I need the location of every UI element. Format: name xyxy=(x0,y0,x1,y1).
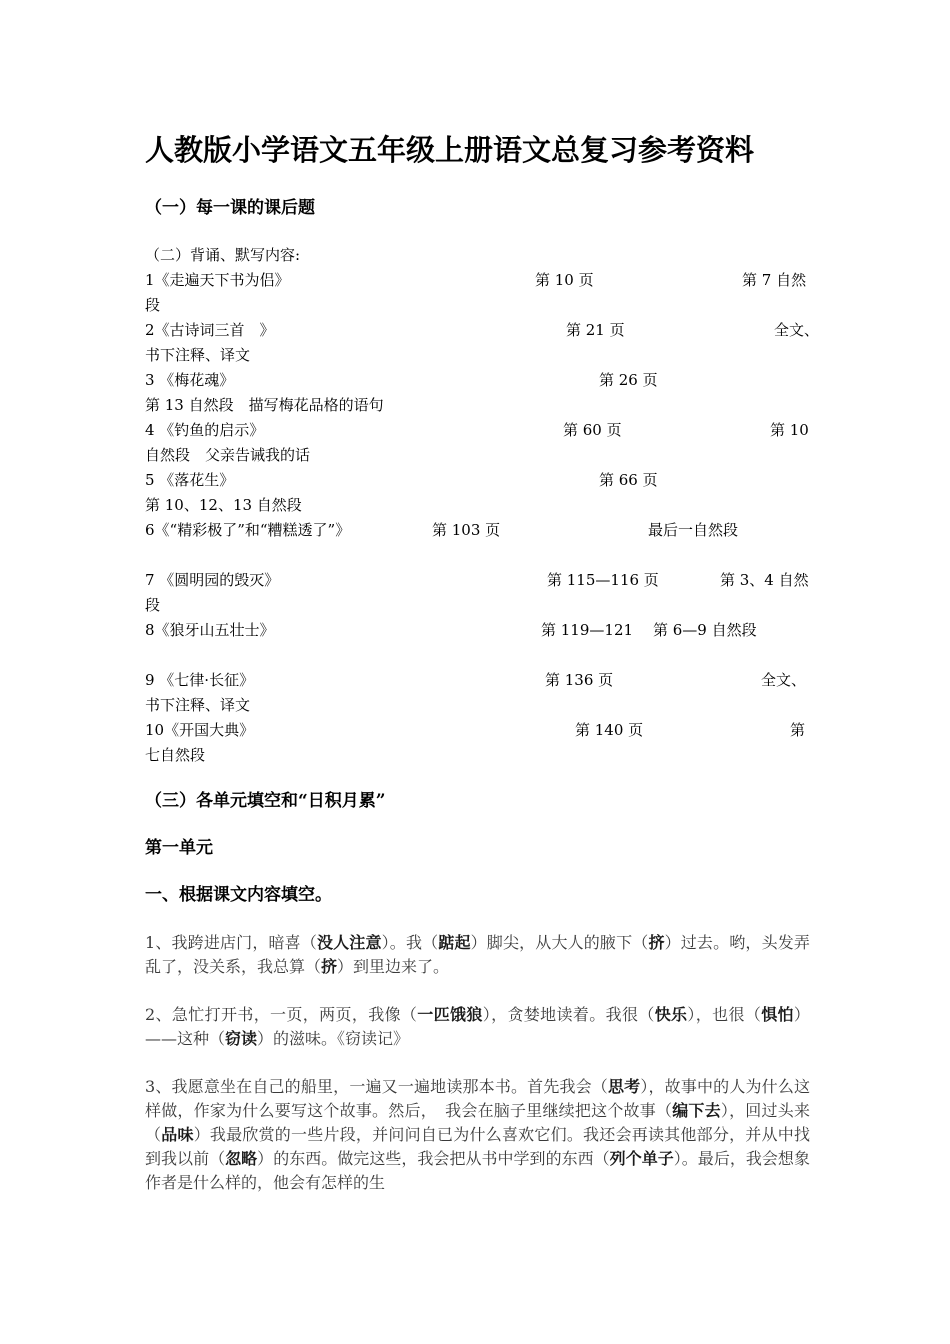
paragraph-text: ）脚尖，从大人的腋下（ xyxy=(470,933,649,952)
recitation-scope-cont: 自然段 父亲告诫我的话 xyxy=(145,446,311,464)
recitation-name: 3 《梅花魂》 xyxy=(145,371,235,389)
answer-text: 快乐 xyxy=(654,1005,688,1024)
paragraph-text: ）。最后，我会想象作者是什么样的，他会有怎样的生 xyxy=(145,1149,810,1192)
recitation-page: 第 115—116 页 xyxy=(547,571,659,589)
recitation-scope-cont: 段 xyxy=(145,296,161,314)
recitation-page: 第 119—121 xyxy=(541,621,634,639)
recitation-scope-cont: 七自然段 xyxy=(145,746,206,764)
paragraph-text: ）——这种（ xyxy=(145,1005,810,1048)
answer-text: 挤 xyxy=(648,933,665,952)
recitation-page: 第 60 页 xyxy=(563,421,622,439)
recitation-item xyxy=(0,518,950,568)
answer-text: 踮起 xyxy=(438,933,471,952)
recitation-name: 1《走遍天下书为侣》 xyxy=(145,271,290,289)
answer-text: 忽略 xyxy=(225,1149,258,1168)
recitation-scope: 全文、 xyxy=(774,321,820,339)
section-heading-2: （二）背诵、默写内容: xyxy=(145,246,301,264)
document-title: 人教版小学语文五年级上册语文总复习参考资料 xyxy=(145,133,755,167)
answer-text: 挤 xyxy=(321,957,338,976)
recitation-name: 10《开国大典》 xyxy=(145,721,255,739)
recitation-page: 第 140 页 xyxy=(575,721,644,739)
paragraph-text: ），故事中的人为什么这样做，作家为什么要写这个故事。然后， 我会在脑子里继续把这个故事（ xyxy=(145,1077,810,1120)
recitation-item xyxy=(0,418,950,468)
answer-text: 惧怕 xyxy=(761,1005,794,1024)
recitation-scope-cont: 书下注释、译文 xyxy=(145,696,251,714)
paragraph-text: ），回过头来（ xyxy=(145,1101,810,1144)
recitation-scope: 最后一自然段 xyxy=(648,521,739,539)
answer-text: 品味 xyxy=(161,1125,194,1144)
paragraph-text: ）过去。哟，头发弄乱了，没关系，我总算（ xyxy=(145,933,810,976)
recitation-page: 第 66 页 xyxy=(599,471,658,489)
recitation-scope: 第 6—9 自然段 xyxy=(653,621,757,639)
recitation-name: 7 《圆明园的毁灭》 xyxy=(145,571,280,589)
recitation-item xyxy=(0,718,950,768)
paragraph-text: ），也很（ xyxy=(687,1005,762,1024)
paragraph-text: 3、我愿意坐在自己的船里，一遍又一遍地读那本书。首先我会（ xyxy=(145,1077,608,1096)
recitation-scope: 第 3、4 自然 xyxy=(720,571,809,589)
recitation-scope-cont: 第 10、12、13 自然段 xyxy=(145,496,302,514)
recitation-name: 6《“精彩极了”和“糟糕透了”》 xyxy=(145,521,351,539)
answer-text: 列个单子 xyxy=(609,1149,674,1168)
answer-text: 思考 xyxy=(607,1077,641,1096)
recitation-page: 第 103 页 xyxy=(432,521,501,539)
paragraph-text: ）我最欣赏的一些片段，并问问自已为什么喜欢它们。我还会再读其他部分，并从中找到我以前（ xyxy=(145,1125,810,1168)
answer-text: 一匹饿狼 xyxy=(417,1005,483,1024)
recitation-item xyxy=(0,468,950,518)
recitation-scope: 第 xyxy=(790,721,806,739)
recitation-scope-cont: 段 xyxy=(145,596,161,614)
recitation-scope: 第 7 自然 xyxy=(742,271,807,289)
recitation-item xyxy=(0,568,950,618)
recitation-item xyxy=(0,618,950,668)
recitation-name: 2《古诗词三首 》 xyxy=(145,321,275,339)
answer-text: 窃读 xyxy=(225,1029,258,1048)
recitation-name: 5 《落花生》 xyxy=(145,471,235,489)
recitation-page: 第 10 页 xyxy=(535,271,594,289)
subsection-heading: 一、根据课文内容填空。 xyxy=(145,885,332,905)
paragraph-text: ）到里边来了。 xyxy=(337,957,450,976)
answer-text: 编下去 xyxy=(672,1101,721,1120)
paragraph-text: ）的东西。做完这些，我会把从书中学到的东西（ xyxy=(257,1149,610,1168)
recitation-item xyxy=(0,318,950,368)
fill-blank-paragraph-2 xyxy=(145,1003,810,1051)
recitation-scope-cont: 书下注释、译文 xyxy=(145,346,251,364)
recitation-scope: 全文、 xyxy=(761,671,807,689)
unit-heading: 第一单元 xyxy=(145,838,213,858)
recitation-item xyxy=(0,668,950,718)
section-heading-1: （一）每一课的课后题 xyxy=(145,198,315,218)
recitation-page: 第 21 页 xyxy=(566,321,625,339)
recitation-scope-cont: 第 13 自然段 描写梅花品格的语句 xyxy=(145,396,384,414)
fill-blank-paragraph-1 xyxy=(145,931,810,979)
recitation-name: 8《狼牙山五壮士》 xyxy=(145,621,275,639)
answer-text: 没人注意 xyxy=(316,933,382,952)
fill-blank-paragraph-3 xyxy=(145,1075,810,1195)
recitation-name: 4 《钓鱼的启示》 xyxy=(145,421,265,439)
paragraph-text: ），贪婪地读着。我很（ xyxy=(482,1005,655,1024)
recitation-name: 9 《七律·长征》 xyxy=(145,671,255,689)
section-heading-3: （三）各单元填空和“日积月累” xyxy=(145,791,386,811)
recitation-page: 第 26 页 xyxy=(599,371,658,389)
recitation-page: 第 136 页 xyxy=(545,671,614,689)
recitation-item xyxy=(0,268,950,318)
paragraph-text: 2、急忙打开书，一页，两页，我像（ xyxy=(145,1005,418,1024)
paragraph-text: ）的滋味。《窃读记》 xyxy=(257,1029,410,1048)
recitation-scope: 第 10 xyxy=(770,421,809,439)
paragraph-text: 1、我跨进店门，暗喜（ xyxy=(145,933,317,952)
paragraph-text: ）。我（ xyxy=(381,933,439,952)
recitation-item xyxy=(0,368,950,418)
